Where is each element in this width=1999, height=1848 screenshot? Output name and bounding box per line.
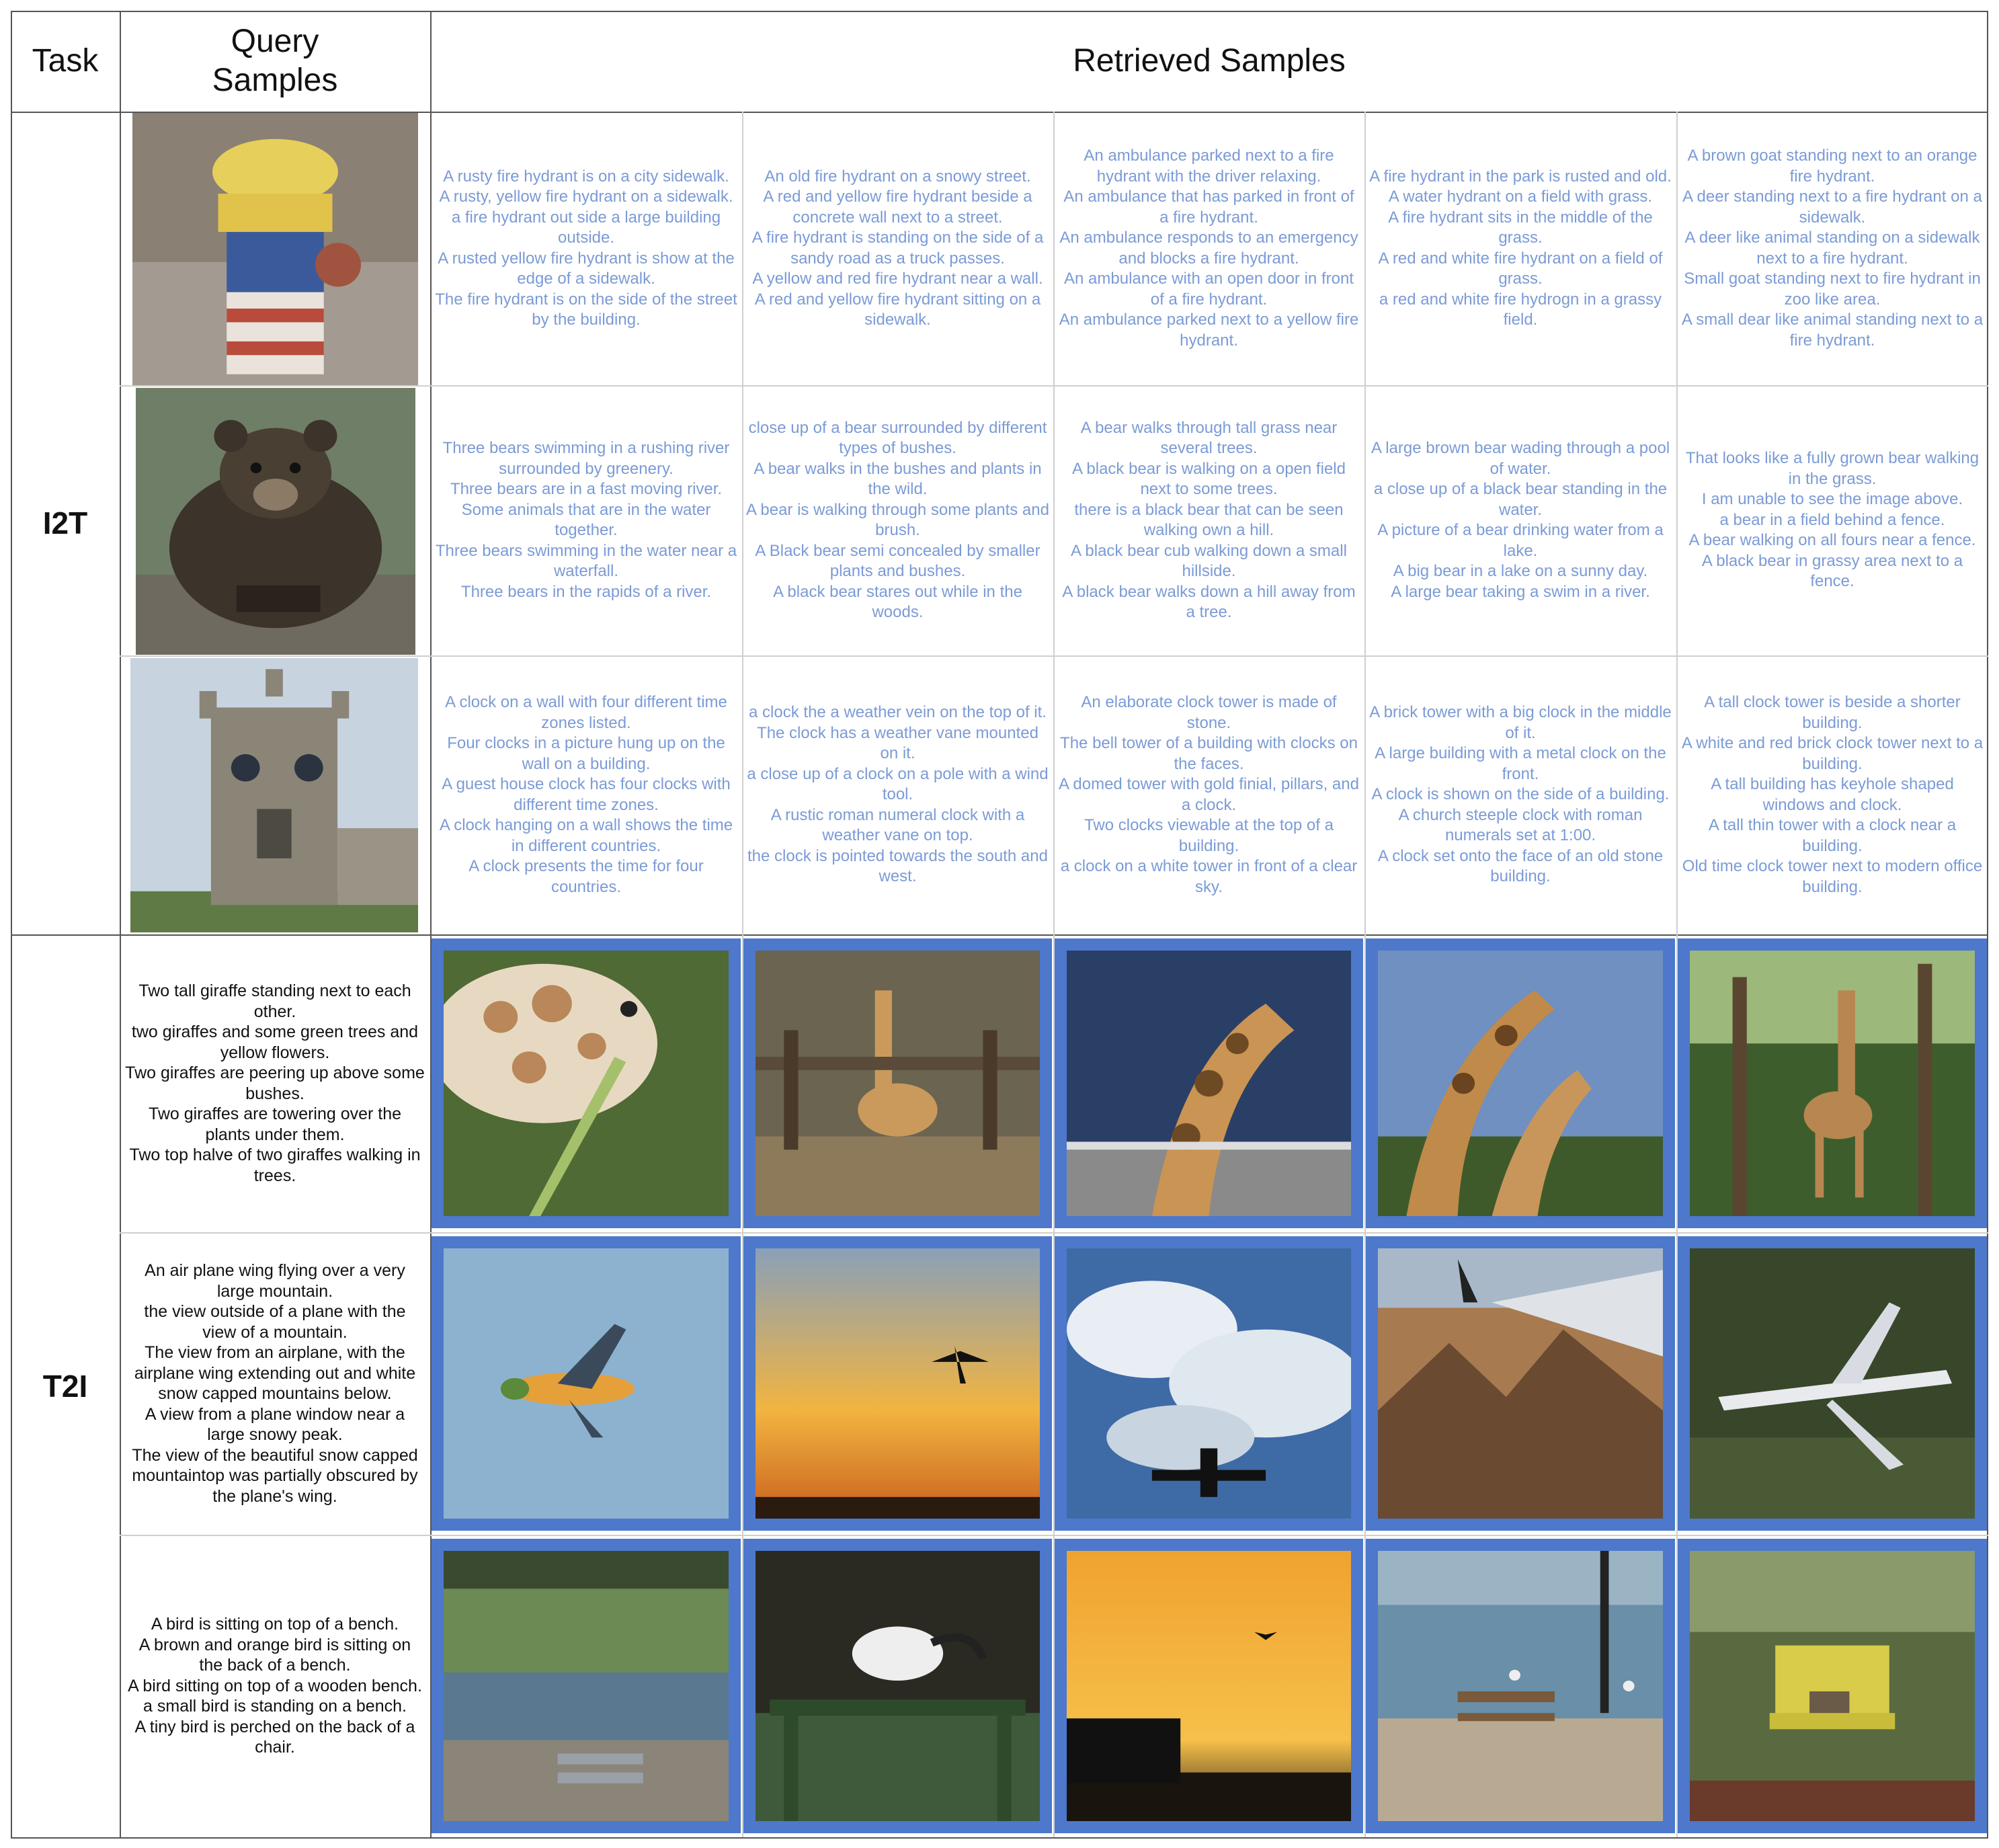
grid-line: [11, 1837, 1988, 1839]
yellow-swing-bench-photo: [1678, 1539, 1987, 1833]
grid-line: [1053, 112, 1055, 1837]
retrieved-captions: [1053, 385, 1364, 655]
caption-text: a close up of a clock on a pole with a wind tool.: [747, 764, 1049, 804]
colorful-jet-in-sky-photo: [432, 1236, 741, 1531]
bench-by-river-photo: [432, 1539, 741, 1833]
caption-text: A black bear stares out while in the woods.: [773, 582, 1022, 621]
retrieved-captions: [430, 385, 742, 655]
query-caption-line: A view from a plane window near a large snowy peak.: [145, 1404, 405, 1444]
caption-text: a clock the a weather vein on the top of it.: [749, 703, 1047, 722]
caption-text: Some animals that are in the water together.: [461, 500, 711, 539]
clock-tower-photo: [130, 658, 418, 932]
retrieved-captions: [1676, 655, 1988, 934]
caption-text: A rustic roman numeral clock with a weather vane on top.: [770, 805, 1025, 845]
retrieved-captions: [742, 655, 1053, 934]
bird-over-sunset-sea-photo: [1055, 1539, 1363, 1833]
caption-text: An ambulance that has parked in front of a fire hydrant.: [1063, 188, 1354, 227]
model-airplane-photo: [1678, 1236, 1987, 1531]
grid-line: [742, 112, 743, 1837]
caption-text: Old time clock tower next to modern office building.: [1682, 857, 1983, 896]
grid-line: [430, 11, 432, 1837]
caption-text: A water hydrant on a field with grass.: [1388, 188, 1653, 206]
caption-text: An ambulance responds to an emergency and blocks a fire hydrant.: [1059, 229, 1358, 268]
retrieved-captions: [430, 655, 742, 934]
caption-text: A large bear taking a swim in a river.: [1391, 582, 1650, 601]
caption-text: A small dear like animal standing next to a fire hydrant.: [1681, 311, 1984, 350]
ibis-on-bench-photo: [743, 1539, 1052, 1833]
task-label-t2i: T2I: [42, 1368, 88, 1404]
caption-text: A yellow and red fire hydrant near a wall.: [752, 270, 1043, 288]
plane-under-clouds-photo: [1055, 1236, 1363, 1531]
caption-text: Three bears swimming in a rushing river surrounded by greenery.: [442, 439, 730, 478]
caption-text: A black bear walks down a hill away from a tree.: [1062, 582, 1356, 621]
caption-text: A tall clock tower is beside a shorter building.: [1704, 693, 1961, 732]
caption-text: a bear in a field behind a fence.: [1719, 510, 1945, 529]
caption-text: Two clocks viewable at the top of a building.: [1084, 816, 1334, 855]
caption-text: An old fire hydrant on a snowy street.: [764, 167, 1031, 186]
query-caption-line: a small bird is standing on a bench.: [143, 1697, 407, 1716]
caption-text: there is a black bear that can be seen walking own a hill.: [1074, 500, 1344, 539]
caption-text: A bear walking on all fours near a fence.: [1688, 531, 1976, 550]
caption-text: A rusty, yellow fire hydrant on a sidewalk.: [439, 188, 733, 206]
grid-line: [11, 11, 1988, 12]
caption-text: A domed tower with gold finial, pillars, and a clock.: [1059, 775, 1359, 814]
caption-text: A red and white fire hydrant on a field of grass.: [1378, 249, 1663, 288]
caption-text: A large building with a metal clock on the front.: [1375, 744, 1666, 783]
retrieved-captions: [1053, 655, 1364, 934]
caption-text: close up of a bear surrounded by different types of bushes.: [748, 418, 1047, 457]
plane-wing-over-mountains-photo: [1366, 1236, 1675, 1531]
caption-text: A clock on a wall with four different time zones listed.: [445, 693, 727, 732]
grid-line: [120, 11, 121, 1837]
plane-at-sunset-photo: [743, 1236, 1052, 1531]
query-caption-line: A bird sitting on top of a wooden bench.: [128, 1676, 422, 1695]
two-giraffes-photo: [1366, 938, 1675, 1228]
retrieved-captions: [1676, 385, 1988, 655]
caption-text: A red and yellow fire hydrant beside a concrete wall next to a street.: [763, 188, 1032, 227]
caption-text: The fire hydrant is on the side of the street by the building.: [435, 290, 737, 329]
task-label-i2t: I2T: [42, 506, 88, 540]
caption-text: A deer like animal standing on a sidewalk next to a fire hydrant.: [1684, 229, 1980, 268]
caption-text: A Black bear semi concealed by smaller plants and bushes.: [755, 541, 1041, 580]
query-caption-line: Two tall giraffe standing next to each other.: [138, 981, 411, 1021]
caption-text: the clock is pointed towards the south and west.: [747, 846, 1048, 886]
caption-text: A fire hydrant is standing on the side of a sandy road as a truck passes.: [751, 229, 1044, 268]
caption-text: a close up of a black bear standing in the water.: [1373, 480, 1668, 519]
query-caption-line: The view of the beautiful snow capped mountaintop was partially obscured by the plane's wing.: [132, 1445, 418, 1506]
retrieved-captions: [430, 112, 742, 385]
caption-text: Four clocks in a picture hung up on the wall on a building.: [447, 734, 725, 773]
caption-text: Small goat standing next to fire hydrant in zoo like area.: [1684, 270, 1981, 309]
retrieved-captions: [1364, 385, 1676, 655]
header-query-line2: Samples: [212, 63, 338, 98]
query-caption-line: A tiny bird is perched on the back of a chair.: [134, 1717, 415, 1757]
bench-on-pier-with-gulls-photo: [1366, 1539, 1675, 1833]
caption-text: Three bears in the rapids of a river.: [460, 582, 712, 601]
caption-text: A bear is walking through some plants and brush.: [746, 500, 1049, 539]
caption-text: A clock hanging on a wall shows the time in different countries.: [439, 816, 733, 855]
caption-text: A big bear in a lake on a sunny day.: [1393, 562, 1648, 580]
caption-text: The clock has a weather vane mounted on it.: [757, 723, 1038, 763]
grid-line: [11, 112, 1988, 113]
giraffe-in-zoo-enclosure-photo: [743, 938, 1052, 1228]
caption-text: A clock set onto the face of an old stone building.: [1377, 846, 1664, 886]
caption-text: An ambulance with an open door in front of a fire hydrant.: [1064, 270, 1354, 309]
caption-text: A clock is shown on the side of a building.: [1371, 785, 1670, 804]
caption-text: An elaborate clock tower is made of stone.: [1081, 693, 1337, 732]
retrieved-captions: [1676, 112, 1988, 385]
giraffe-neck-bent-photo: [1055, 938, 1363, 1228]
caption-text: An ambulance parked next to a fire hydrant with the driver relaxing.: [1084, 147, 1334, 186]
caption-text: Three bears swimming in the water near a waterfall.: [435, 541, 737, 580]
retrieved-captions: [1364, 655, 1676, 934]
grid-line: [1987, 11, 1988, 1837]
caption-text: A brown goat standing next to an orange fire hydrant.: [1687, 147, 1977, 186]
giraffe-among-trees-photo: [1678, 938, 1987, 1228]
retrieved-captions: [742, 385, 1053, 655]
header-query: [120, 11, 430, 112]
caption-text: A rusted yellow fire hydrant is show at the edge of a sidewalk.: [438, 249, 735, 288]
caption-text: A tall building has keyhole shaped windows and clock.: [1711, 775, 1954, 814]
caption-text: The bell tower of a building with clocks on the faces.: [1060, 734, 1358, 773]
query-text: [120, 1535, 430, 1837]
query-caption-line: A bird is sitting on top of a bench.: [151, 1615, 399, 1634]
caption-text: A large brown bear wading through a pool of water.: [1371, 439, 1670, 478]
query-caption-line: the view outside of a plane with the view of a mountain.: [144, 1302, 406, 1342]
retrieved-captions: [742, 112, 1053, 385]
grid-line: [11, 934, 1988, 936]
caption-text: a clock on a white tower in front of a clear sky.: [1060, 857, 1358, 896]
query-caption-line: A brown and orange bird is sitting on the back of a bench.: [138, 1635, 411, 1675]
header-task: Task: [32, 43, 99, 79]
caption-text: A tall thin tower with a clock near a building.: [1708, 816, 1957, 855]
caption-text: A fire hydrant sits in the middle of the grass.: [1388, 208, 1653, 247]
caption-text: A bear walks in the bushes and plants in the wild.: [753, 459, 1042, 498]
bear-photo: [136, 388, 415, 655]
caption-text: An ambulance parked next to a yellow fire hydrant.: [1059, 311, 1359, 350]
query-caption-line: Two top halve of two giraffes walking in trees.: [129, 1146, 421, 1185]
retrieved-captions: [1364, 112, 1676, 385]
caption-text: A brick tower with a big clock in the middle of it.: [1369, 703, 1672, 742]
caption-text: A fire hydrant in the park is rusted and old.: [1369, 167, 1672, 186]
caption-text: A white and red brick clock tower next to a building.: [1681, 734, 1984, 773]
caption-text: A picture of a bear drinking water from a lake.: [1377, 521, 1664, 560]
caption-text: A black bear is walking on a open field next to some trees.: [1072, 459, 1346, 498]
query-caption-line: Two giraffes are towering over the plants under them.: [148, 1104, 402, 1144]
query-text: [120, 934, 430, 1232]
header-query-line1: Query: [231, 24, 319, 59]
caption-text: A church steeple clock with roman numerals set at 1:00.: [1398, 805, 1643, 845]
grid-line: [11, 11, 12, 1837]
query-caption-line: two giraffes and some green trees and yellow flowers.: [131, 1022, 419, 1062]
caption-text: Three bears are in a fast moving river.: [450, 480, 723, 498]
giraffe-closeup-eating-photo: [432, 938, 741, 1228]
query-caption-line: The view from an airplane, with the airplane wing extending out and white snow capped mountains below.: [134, 1343, 416, 1403]
fire-hydrant-photo: [132, 112, 418, 385]
query-text: [120, 1232, 430, 1535]
grid-line: [1364, 112, 1366, 1837]
caption-text: A deer standing next to a fire hydrant on a sidewalk.: [1682, 188, 1982, 227]
caption-text: A rusty fire hydrant is on a city sidewalk.: [443, 167, 729, 186]
header-retrieved: Retrieved Samples: [1073, 43, 1346, 79]
caption-text: I am unable to see the image above.: [1701, 490, 1963, 509]
caption-text: A black bear in grassy area next to a fence.: [1701, 551, 1963, 591]
retrieved-captions: [1053, 112, 1364, 385]
query-caption-line: Two giraffes are peering up above some bushes.: [125, 1063, 425, 1103]
query-caption-line: An air plane wing flying over a very large mountain.: [145, 1261, 405, 1301]
caption-text: A black bear cub walking down a small hillside.: [1071, 541, 1347, 580]
caption-text: a fire hydrant out side a large building outside.: [451, 208, 721, 247]
caption-text: That looks like a fully grown bear walking in the grass.: [1685, 449, 1980, 488]
caption-text: A clock presents the time for four countries.: [468, 857, 704, 896]
grid-line: [1676, 112, 1678, 1837]
caption-text: a red and white fire hydrogn in a grassy field.: [1379, 290, 1662, 329]
caption-text: A red and yellow fire hydrant sitting on a sidewalk.: [754, 290, 1041, 329]
caption-text: A bear walks through tall grass near several trees.: [1080, 418, 1338, 457]
caption-text: A guest house clock has four clocks with different time zones.: [442, 775, 731, 814]
